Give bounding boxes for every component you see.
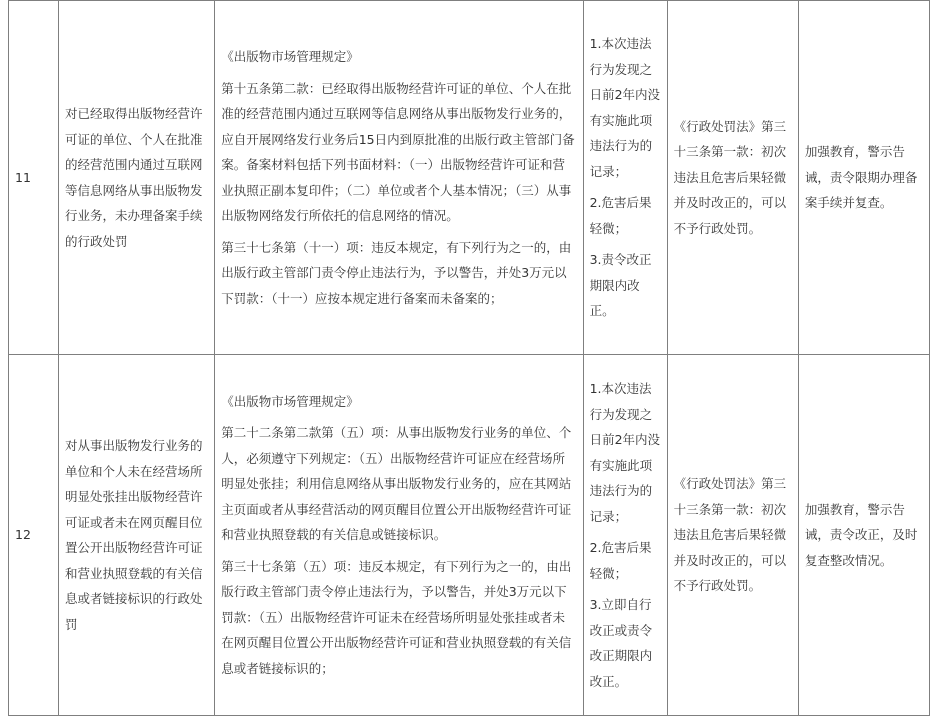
condition-item: 1.本次违法行为发现之日前2年内没有实施此项违法行为的记录； [589,381,661,524]
exemption-law: 《行政处罚法》第三十三条第一款：初次违法且危害后果轻微并及时改正的，可以不予行政处罚。 [667,1,798,355]
legal-basis [215,355,583,716]
basis-clause: 第三十七条第（十一）项：违反本规定，有下列行为之一的，由出版行政主管部门责令停止违法行为，予以警告，并处3万元以下罚款：（十一）应按本规定进行备案而未备案的； [221,239,572,306]
basis-clause: 第二十二条第二款第（五）项：从事出版物发行业务的单位、个人，必须遵守下列规定：（五）出版物经营许可证应在经营场所明显处张挂；利用信息网络从事出版物发行业务的，应在其网站主页面或者从事经营活动的网页醒目位置公开出版物经营许可证和营业执照登载的有关信息或链接标识。 [221,425,572,543]
violation-item: 对从事出版物发行业务的单位和个人未在经营场所明显处张挂出版物经营许可证或者未在网页醒目位置公开出版物经营许可证和营业执照登载的有关信息或者链接标识的行政处罚 [59,355,215,716]
condition-item: 2.危害后果轻微； [589,540,652,581]
exemption-conditions [583,1,667,355]
violation-item: 对已经取得出版物经营许可证的单位、个人在批准的经营范围内通过互联网等信息网络从事出版物发行业务，未办理备案手续的行政处罚 [59,1,215,355]
condition-item: 1.本次违法行为发现之日前2年内没有实施此项违法行为的记录； [589,36,661,179]
row-number: 12 [9,355,59,716]
basis-regulation-title: 《出版物市场管理规定》 [221,49,359,64]
legal-basis [215,1,583,355]
basis-clause: 第十五条第二款：已经取得出版物经营许可证的单位、个人在批准的经营范围内通过互联网等信息网络从事出版物发行业务的，应自开展网络发行业务后15日内到原批准的出版行政主管部门备案。备案材料包括下列书面材料：（一）出版物经营许可证和营业执照正副本复印件；（二）单位或者个人基本情况；（三）从事出版物网络发行所依托的信息网络的情况。 [221,80,575,223]
condition-item: 3.立即自行改正或责令改正期限内改正。 [589,597,653,689]
row-number: 11 [9,1,59,355]
basis-clause: 第三十七条第（五）项：违反本规定，有下列行为之一的，由出版行政主管部门责令停止违法行为，予以警告，并处3万元以下罚款：（五）出版物经营许可证未在经营场所明显处张挂或者未在网页醒目位置公开出版物经营许可证和营业执照登载的有关信息或者链接标识的； [221,558,572,676]
exemption-law: 《行政处罚法》第三十三条第一款：初次违法且危害后果轻微并及时改正的，可以不予行政处罚。 [667,355,798,716]
condition-item: 3.责令改正期限内改正。 [589,252,652,319]
condition-item: 2.危害后果轻微； [589,195,652,236]
basis-regulation-title: 《出版物市场管理规定》 [221,393,359,409]
follow-up-measure: 加强教育，警示告诫，责令限期办理备案手续并复查。 [798,1,929,355]
follow-up-measure: 加强教育，警示告诫，责令改正，及时复查整改情况。 [798,355,929,716]
table-row [9,1,930,355]
regulation-table [8,0,930,716]
exemption-conditions [583,355,667,716]
table-row [9,355,930,716]
